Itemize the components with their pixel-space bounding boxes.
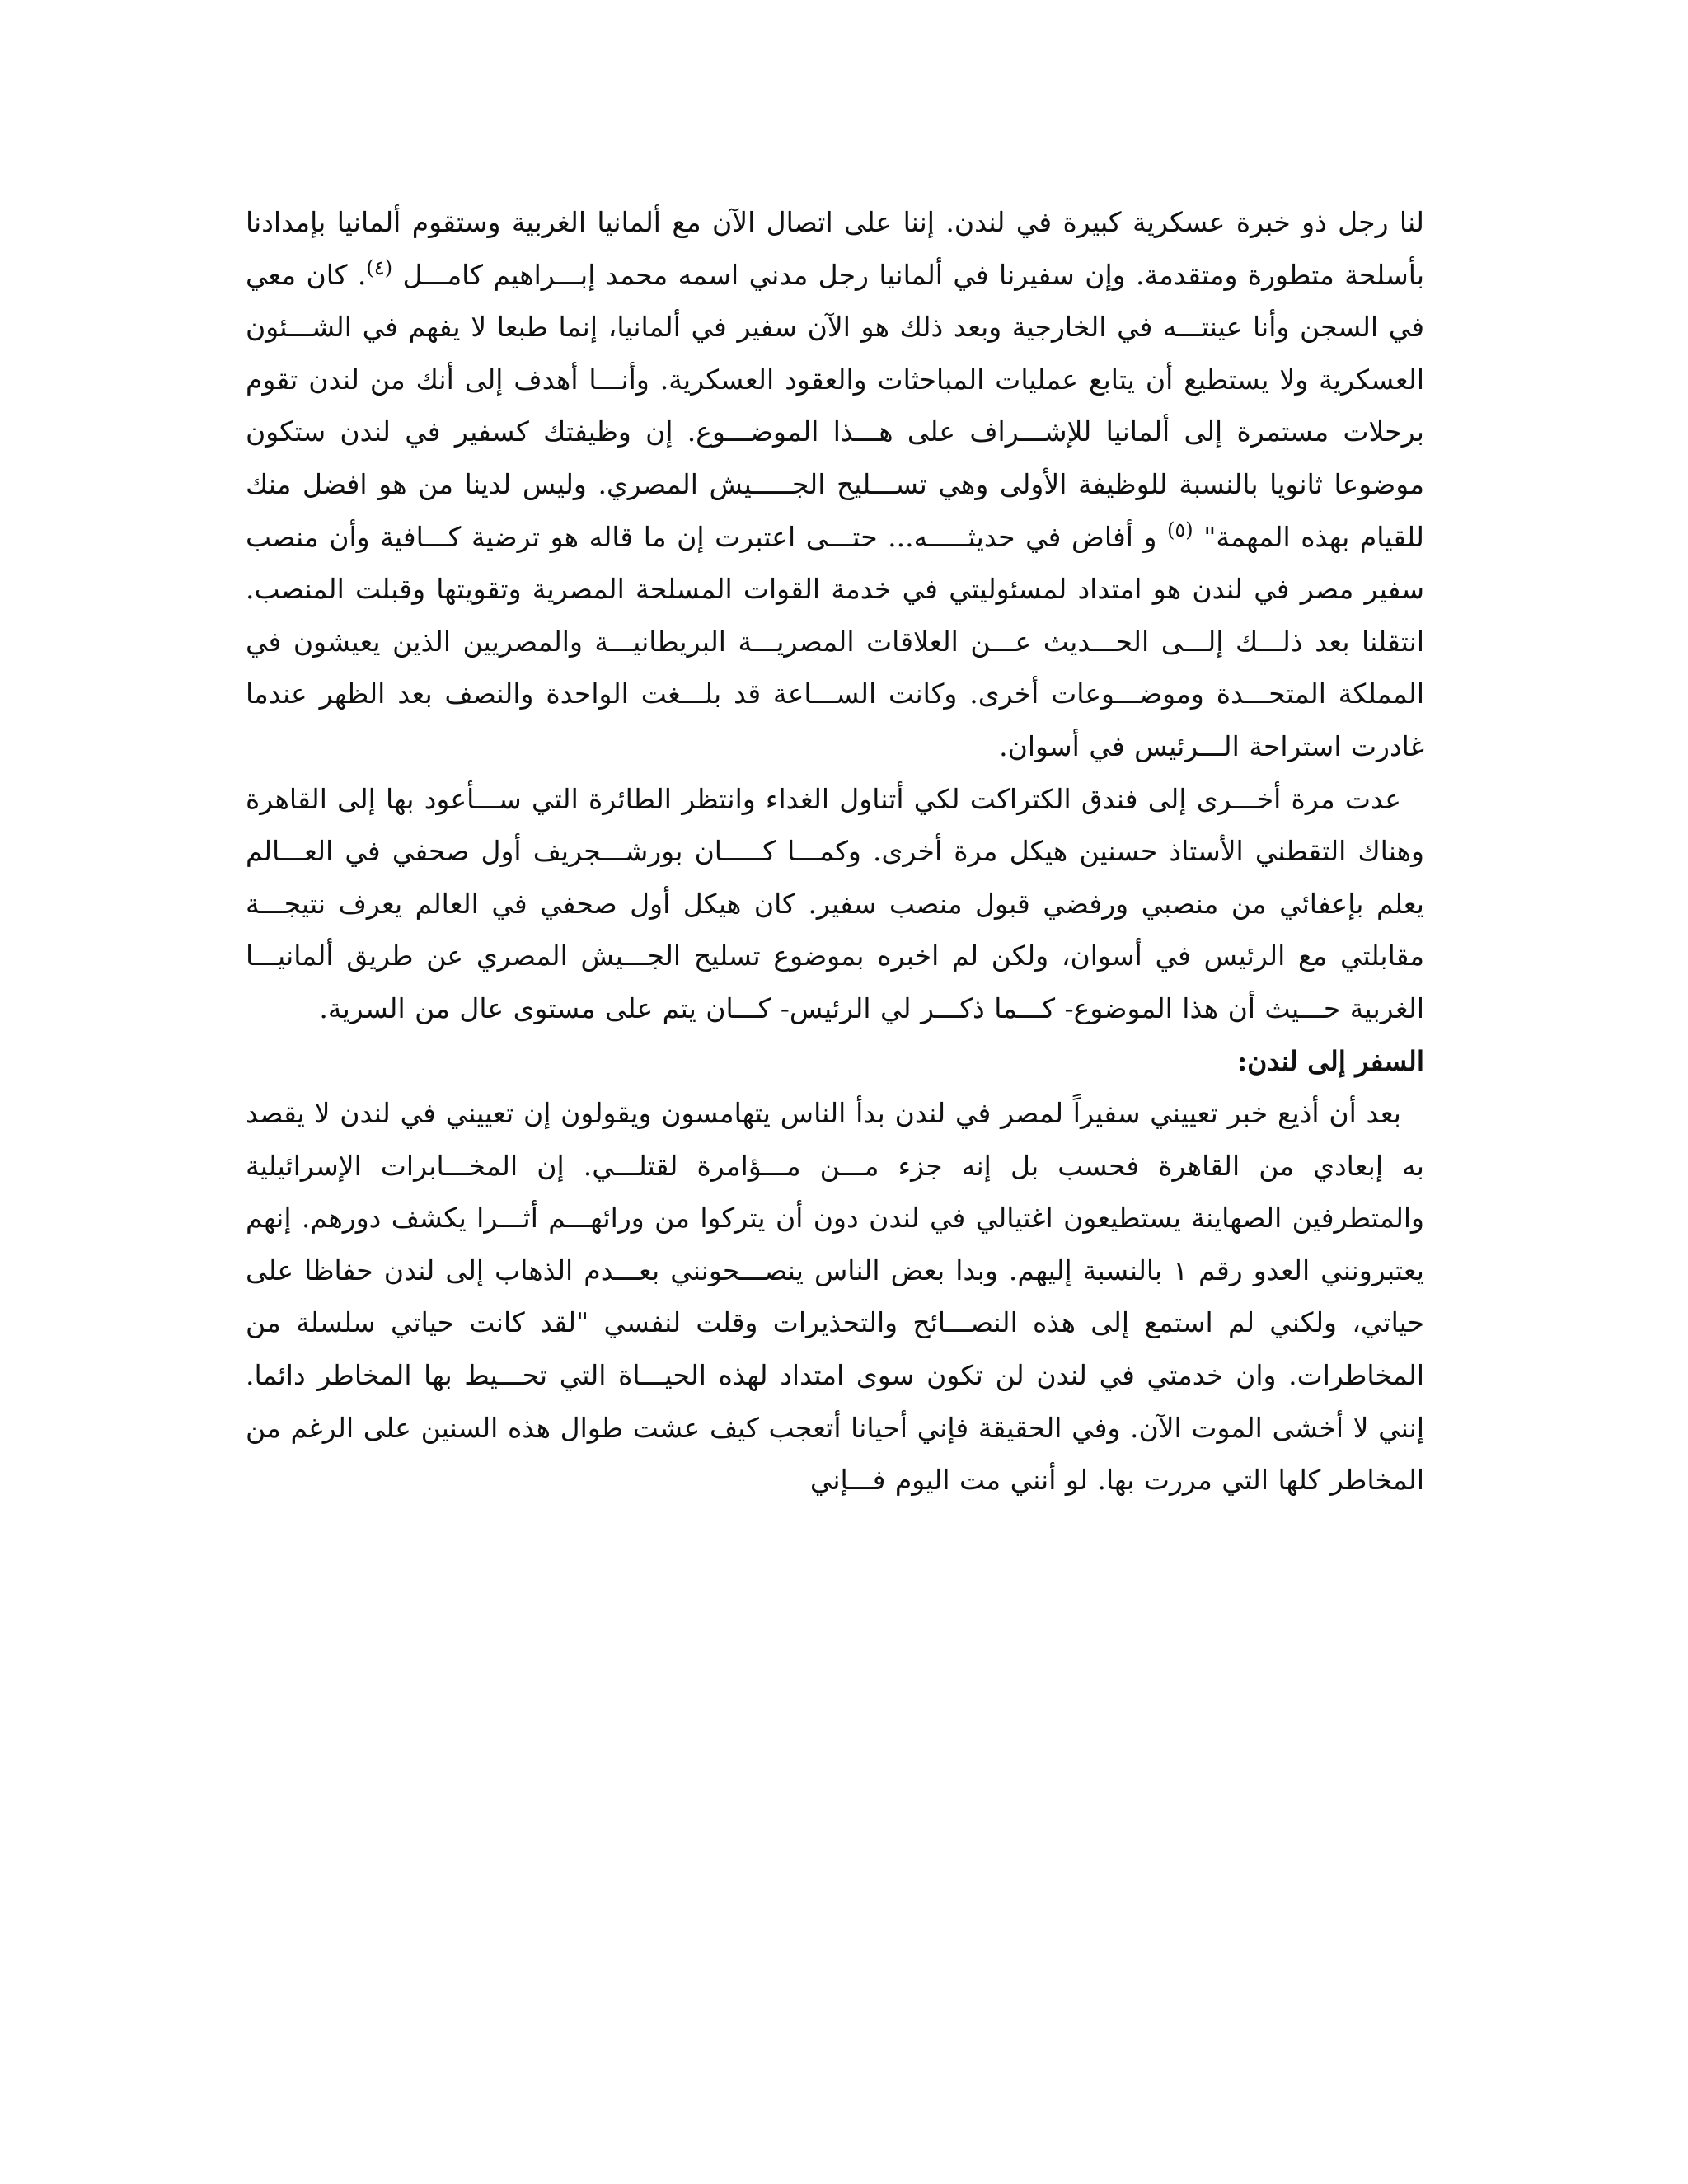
footnote-ref-5: (٥): [1167, 518, 1193, 541]
footnote-ref-4: (٤): [366, 255, 393, 279]
paragraph-1-part-3: و أفاض في حديثـــــه... حتـــى اعتبرت إن ما قاله هو ترضية كـــافية وأن منصب سفير مصر في لندن هو امتداد لمسئوليتي في خدمة القوات المسلحة المصرية وتقويتها وقبلت المنصب. انتقلنا بعد ذلـــك إلـــى الحـــديث عـــن العلاقات المصريـــة البريطانيـــة والمصريين الذين يعيشون في المملكة المتحـــدة وموضـــوعات أخرى. وكانت الســـاعة قد بلـــغت الواحدة والنصف بعد الظهر عندما غادرت استراحة الـــرئيس في أسوان.: [246, 520, 1424, 762]
section-heading: السفر إلى لندن:: [1236, 1044, 1424, 1077]
paragraph-1-part-2: . كان معي في السجن وأنا عينتـــه في الخارجية وبعد ذلك هو الآن سفير في ألمانيا، إنما طبعا لا يفهم في الشـــئون العسكرية ولا يستطيع أن يتابع عمليات المباحثات والعقود العسكرية. وأنـــا أهدف إلى أنك من لندن تقوم برحلات مستمرة إلى ألمانيا للإشـــراف على هـــذا الموضـــوع. إن وظيفتك كسفير في لندن ستكون موضوعا ثانويا بالنسبة للوظيفة الأولى وهي تســـليح الجـــــيش المصري. وليس لدينا من هو افضل منك للقيام بهذه المهمة": [246, 258, 1424, 553]
paragraph-1-part-1: لنا رجل ذو خبرة عسكرية كبيرة في لندن. إننا على اتصال الآن مع ألمانيا الغربية وستقوم ألمانيا بإمدادنا بأسلحة متطورة ومتقدمة. وإن سفيرنا في ألمانيا رجل مدني اسمه محمد إبـــراهيم كامـــل: [246, 206, 1425, 291]
paragraph-3: بعد أن أذيع خبر تعييني سفيراً لمصر في لندن بدأ الناس يتهامسون ويقولون إن تعييني في لندن لا يقصد به إبعادي من القاهرة فحسب بل إنه جزء مـــن مـــؤامرة لقتلـــي. إن المخـــابرات الإسرائيلية والمتطرفين الصهاينة يستطيعون اغتيالي في لندن دون أن يتركوا من ورائهـــم أثـــرا يكشف دورهم. إنهم يعتبرونني العدو رقم ١ بالنسبة إليهم. وبدا بعض الناس ينصـــحونني بعـــدم الذهاب إلى لندن حفاظا على حياتي، ولكني لم استمع إلى هذه النصـــائح والتحذيرات وقلت لنفسي "لقد كانت حياتي سلسلة من المخاطرات. وان خدمتي في لندن لن تكون سوى امتداد لهذه الحيـــاة التي تحـــيط بها المخاطر دائما. إنني لا أخشى الموت الآن. وفي الحقيقة فإني أحيانا أتعجب كيف عشت طوال هذه السنين على الرغم من المخاطر كلها التي مررت بها. لو أنني مت اليوم فـــإني: [246, 1097, 1424, 1497]
paragraph-2: عدت مرة أخـــرى إلى فندق الكتراكت لكي أتناول الغداء وانتظر الطائرة التي ســـأعود بها إلى القاهرة وهناك التقطني الأستاذ حسنين هيكل مرة أخرى. وكمـــا كـــــان بورشـــجريف أول صحفي في العـــالم يعلم بإعفائي من منصبي ورفضي قبول منصب سفير. كان هيكل أول صحفي في العالم يعرف نتيجـــة مقابلتي مع الرئيس في أسوان، ولكن لم اخبره بموضوع تسليح الجـــيش المصري عن طريق ألمانيـــا الغربية حـــيث أن هذا الموضوع- كـــما ذكـــر لي الرئيس- كـــان يتم على مستوى عال من السرية.: [246, 782, 1424, 1024]
document-page: [246, 196, 1424, 1507]
paragraph-1: [246, 196, 1424, 773]
